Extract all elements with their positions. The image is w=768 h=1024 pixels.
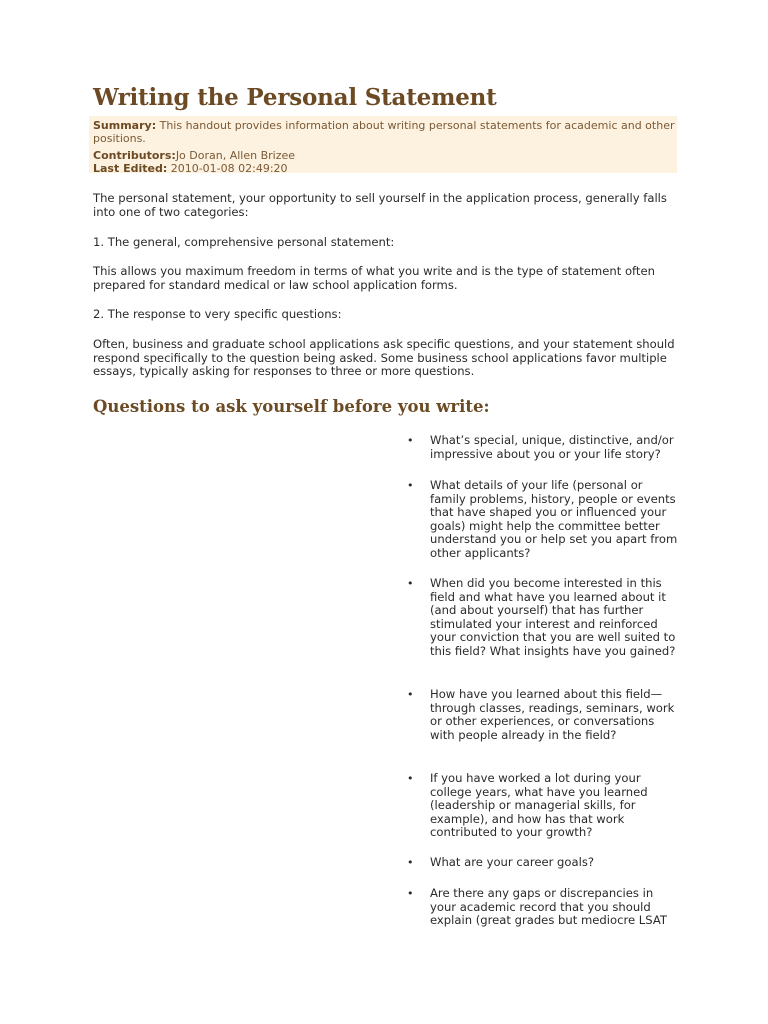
bullet-icon: • bbox=[407, 688, 414, 701]
last-edited-label: Last Edited: bbox=[93, 162, 168, 175]
summary-text: This handout provides information about writing personal statements for academic and other positions. bbox=[93, 119, 675, 145]
page-title: Writing the Personal Statement bbox=[93, 84, 497, 111]
bullet-icon: • bbox=[407, 577, 414, 590]
intro-paragraph: The personal statement, your opportunity to sell yourself in the application process, generally falls into one of two categories: bbox=[93, 191, 667, 219]
bullet-icon: • bbox=[407, 479, 414, 492]
list-item-text: If you have worked a lot during your college years, what have you learned (leadership or managerial skills, for example), and how has that work contributed to your growth? bbox=[430, 771, 648, 839]
list-item bbox=[407, 886, 680, 928]
category-1-paragraph: This allows you maximum freedom in terms of what you write and is the type of statement often prepared for standard medical or law school application forms. bbox=[93, 264, 655, 292]
list-item bbox=[407, 771, 680, 840]
last-edited-text: 2010-01-08 02:49:20 bbox=[170, 162, 288, 175]
list-item bbox=[407, 478, 680, 560]
list-item-text: Are there any gaps or discrepancies in your academic record that you should explain (great grades but mediocre LSAT bbox=[430, 886, 667, 927]
list-item-text: What details of your life (personal or family problems, history, people or events that have shaped you or influenced your goals) might help the committee better understand you or help set you apart from other applicants? bbox=[430, 478, 678, 560]
list-item bbox=[407, 855, 680, 870]
category-2-paragraph: Often, business and graduate school applications ask specific questions, and your statement should respond specifically to the question being asked. Some business school applications favor multiple essays, typically asking for responses to three or more questions. bbox=[93, 337, 675, 378]
metadata-box bbox=[89, 116, 677, 173]
list-item-text: How have you learned about this field—through classes, readings, seminars, work or other experiences, or conversations with people already in the field? bbox=[430, 687, 675, 742]
bullet-icon: • bbox=[407, 434, 414, 447]
bullet-icon: • bbox=[407, 887, 414, 900]
list-item-text: When did you become interested in this field and what have you learned about it (and about yourself) that has further stimulated your interest and reinforced your conviction that you are well suited to this field? What insights have you gained? bbox=[430, 576, 676, 658]
bullet-icon: • bbox=[407, 772, 414, 785]
contributors-line bbox=[93, 149, 295, 162]
bullet-icon: • bbox=[407, 856, 414, 869]
section-heading: Questions to ask yourself before you write: bbox=[93, 397, 490, 416]
list-item bbox=[407, 433, 680, 461]
summary-line bbox=[93, 119, 675, 145]
contributors-text: Jo Doran, Allen Brizee bbox=[175, 149, 296, 162]
category-1-heading: 1. The general, comprehensive personal statement: bbox=[93, 235, 395, 249]
summary-label: Summary: bbox=[93, 119, 157, 132]
list-item-text: What’s special, unique, distinctive, and/or impressive about you or your life story? bbox=[430, 433, 674, 461]
list-item-text: What are your career goals? bbox=[430, 855, 595, 869]
list-item bbox=[407, 576, 680, 658]
list-item bbox=[407, 687, 680, 742]
last-edited-line bbox=[93, 162, 288, 175]
category-2-heading: 2. The response to very specific questions: bbox=[93, 307, 342, 321]
contributors-label: Contributors: bbox=[93, 149, 176, 162]
